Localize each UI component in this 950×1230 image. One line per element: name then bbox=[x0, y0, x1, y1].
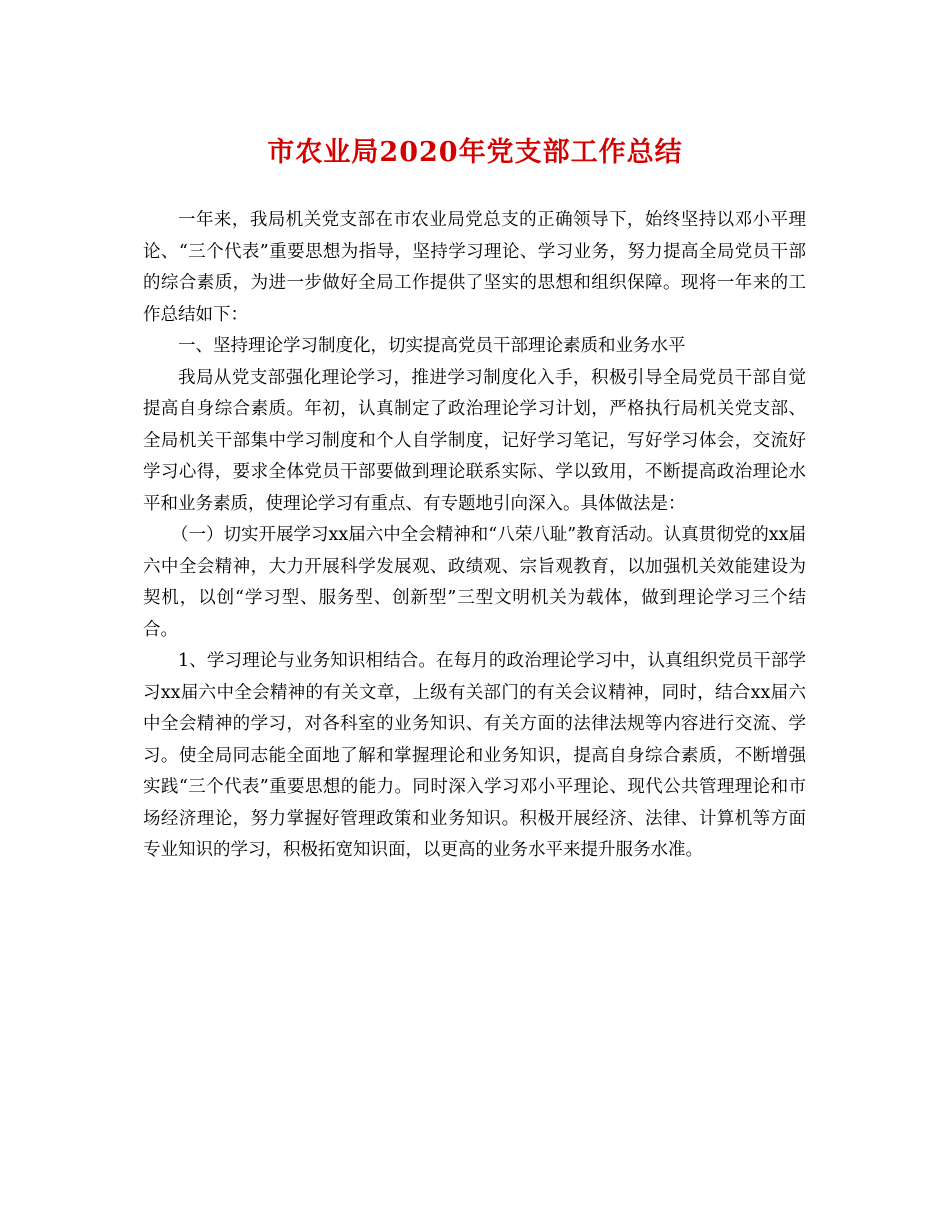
document-body bbox=[143, 205, 806, 867]
document-title: 市农业局2020年党支部工作总结 bbox=[267, 137, 683, 168]
section-heading-1: 一、坚持理论学习制度化，切实提高党员干部理论素质和业务水平 bbox=[178, 336, 686, 356]
item-1-paragraph: 1、学习理论与业务知识相结合。在每月的政治理论学习中，认真组织党员干部学习xx届六中全会精神的有关文章，上级有关部门的有关会议精神，同时，结合xx届六中全会精神的学习，对各科室的业务知识、有关方面的法律法规等内容进行交流、学习。使全局同志能全面地了解和掌握理论和业务知识，提高自身综合素质，不断增强实践“三个代表”重要思想的能力。同时深入学习邓小平理论、现代公共管理理论和市场经济理论，努力掌握好管理政策和业务知识。积极开展经济、法律、计算机等方面专业知识的学习，积极拓宽知识面，以更高的业务水平来提升服务水准。 bbox=[143, 651, 806, 860]
section-1-paragraph: 我局从党支部强化理论学习，推进学习制度化入手，积极引导全局党员干部自觉提高自身综合素质。年初，认真制定了政治理论学习计划，严格执行局机关党支部、全局机关干部集中学习制度和个人自学制度，记好学习笔记，写好学习体会，交流好学习心得，要求全体党员干部要做到理论联系实际、学以致用，不断提高政治理论水平和业务素质，使理论学习有重点、有专题地引向深入。具体做法是： bbox=[143, 367, 806, 514]
subsection-1-paragraph: （一）切实开展学习xx届六中全会精神和“八荣八耻”教育活动。认真贯彻党的xx届六中全会精神，大力开展科学发展观、政绩观、宗旨观教育，以加强机关效能建设为契机，以创“学习型、服务型、创新型”三型文明机关为载体，做到理论学习三个结合。 bbox=[143, 525, 806, 640]
intro-paragraph: 一年来，我局机关党支部在市农业局党总支的正确领导下，始终坚持以邓小平理论、“三个代表”重要思想为指导，坚持学习理论、学习业务，努力提高全局党员干部的综合素质，为进一步做好全局工作提供了坚实的思想和组织保障。现将一年来的工作总结如下： bbox=[143, 210, 806, 325]
